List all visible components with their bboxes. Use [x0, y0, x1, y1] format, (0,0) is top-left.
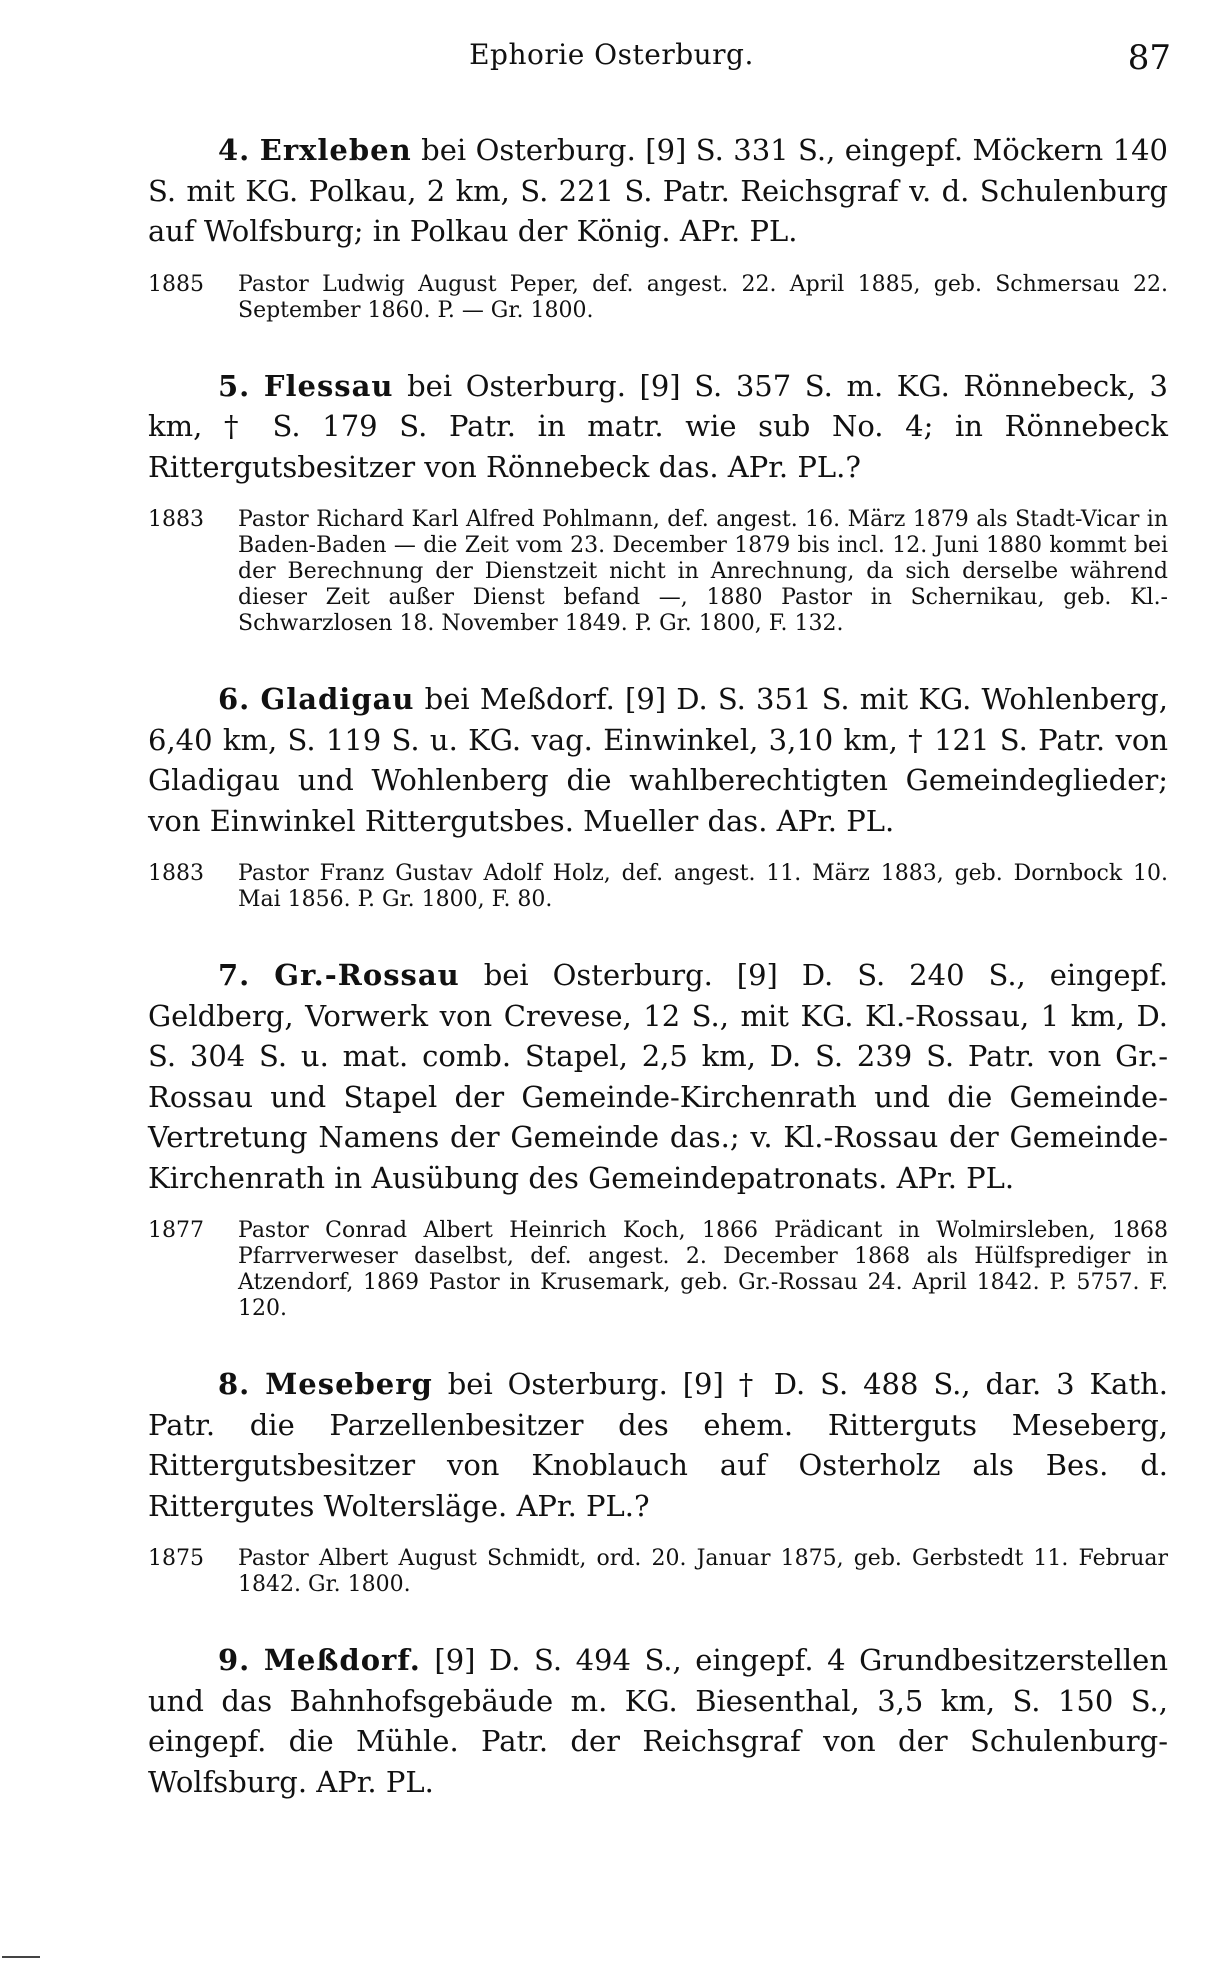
- parish-number: 7.: [218, 958, 251, 992]
- parish-entry: [148, 366, 1168, 638]
- pastor-text: Pastor Franz Gustav Adolf Holz, def. angest. 11. März 1883, geb. Dornbock 10. Mai 1856. P. Gr. 1800, F. 80.: [238, 861, 1168, 912]
- page-header: [0, 38, 1223, 78]
- parish-entry: [148, 130, 1168, 324]
- pastor-text: Pastor Albert August Schmidt, ord. 20. Januar 1875, geb. Gerbstedt 11. Februar 1842. Gr. 1800.: [238, 1546, 1168, 1597]
- parish-description: [148, 1640, 1168, 1802]
- pastor-year: 1885: [148, 271, 204, 297]
- parish-description: [148, 955, 1168, 1198]
- parish-name: Erxleben: [259, 133, 412, 167]
- page-number: 87: [1127, 38, 1171, 78]
- parish-text: bei Osterburg. [9] S. 331 S., eingepf. Möckern 140 S. mit KG. Polkau, 2 km, S. 221 S. Patr. Reichsgraf v. d. Schulenburg auf Wolfsburg; in Polkau der König. APr. PL.: [148, 133, 1169, 248]
- parish-entry: [148, 1364, 1168, 1598]
- margin-mark: [2, 1956, 40, 1958]
- parish-entry: [148, 955, 1168, 1322]
- parish-number: 5.: [218, 368, 251, 403]
- parish-name: Meßdorf.: [263, 1643, 421, 1677]
- pastor-text: Pastor Richard Karl Alfred Pohlmann, def. angest. 16. März 1879 als Stadt-Vicar in Baden-Baden — die Zeit vom 23. December 1879 bis incl. 12. Juni 1880 kommt bei der Berechnung der Dienstzeit nicht in Anrechnung, da sich derselbe während dieser Zeit außer Dienst befand —, 1880 Pastor in Schernikau, geb. Kl.-Schwarzlosen 18. November 1849. P. Gr. 1800, F. 132.: [238, 507, 1168, 636]
- parish-text: bei Osterburg. [9] S. 357 S. m. KG. Rönnebeck, 3 km, † S. 179 S. Patr. in matr. wie sub No. 4; in Rönnebeck Rittergutsbesitzer von Rönnebeck das. APr. PL.?: [148, 368, 1169, 484]
- parish-text: bei Osterburg. [9] † D. S. 488 S., dar. 3 Kath. Patr. die Parzellenbesitzer des ehem. Ritterguts Meseberg, Rittergutsbesitzer von Knoblauch auf Osterholz als Bes. d. Rittergutes Woltersläge. APr. PL.?: [148, 1367, 1169, 1523]
- parish-number: 4.: [218, 133, 251, 167]
- parish-number: 8.: [218, 1367, 251, 1401]
- parish-list: [148, 130, 1168, 1822]
- parish-name: Meseberg: [265, 1367, 433, 1401]
- parish-entry: [148, 1640, 1168, 1802]
- parish-name: Gr.-Rossau: [274, 958, 460, 992]
- pastor-text: Pastor Ludwig August Peper, def. angest. 22. April 1885, geb. Schmersau 22. September 1860. P. — Gr. 1800.: [238, 271, 1168, 323]
- parish-description: [148, 366, 1168, 488]
- pastor-entry: [148, 861, 1168, 913]
- pastor-entry: [148, 272, 1168, 324]
- parish-name: Gladigau: [260, 682, 415, 716]
- pastor-year: 1875: [148, 1546, 204, 1571]
- parish-text: bei Osterburg. [9] D. S. 240 S., eingepf. Geldberg, Vorwerk von Crevese, 12 S., mit KG. Kl.-Rossau, 1 km, D. S. 304 S. u. mat. comb. Stapel, 2,5 km, D. S. 239 S. Patr. von Gr.-Rossau und Stapel der Gemeinde-Kirchenrath und die Gemeinde-Vertretung Namens der Gemeinde das.; v. Kl.-Rossau der Gemeinde-Kirchenrath in Ausübung des Gemeindepatronats. APr. PL.: [148, 958, 1169, 1195]
- parish-name: Flessau: [263, 368, 394, 403]
- parish-description: [148, 130, 1168, 252]
- parish-text: [9] D. S. 494 S., eingepf. 4 Grundbesitzerstellen und das Bahnhofsgebäude m. KG. Biesenthal, 3,5 km, S. 150 S., eingepf. die Mühle. Patr. der Reichsgraf von der Schulenburg-Wolfsburg. APr. PL.: [148, 1643, 1169, 1799]
- parish-number: 9.: [218, 1643, 251, 1677]
- parish-number: 6.: [218, 682, 251, 716]
- pastor-entry: [148, 1546, 1168, 1598]
- parish-description: [148, 679, 1168, 841]
- parish-description: [148, 1364, 1168, 1526]
- pastor-text: Pastor Conrad Albert Heinrich Koch, 1866 Prädicant in Wolmirsleben, 1868 Pfarrverweser daselbst, def. angest. 2. December 1868 als Hülfsprediger in Atzendorf, 1869 Pastor in Krusemark, geb. Gr.-Rossau 24. April 1842. P. 5757. F. 120.: [238, 1218, 1168, 1321]
- pastor-year: 1883: [148, 507, 204, 532]
- pastor-year: 1883: [148, 861, 204, 886]
- pastor-entry: [148, 507, 1168, 637]
- parish-text: bei Meßdorf. [9] D. S. 351 S. mit KG. Wohlenberg, 6,40 km, S. 119 S. u. KG. vag. Einwinkel, 3,10 km, † 121 S. Patr. von Gladigau und Wohlenberg die wahlberechtigten Gemeindeglieder; von Einwinkel Rittergutsbes. Mueller das. APr. PL.: [148, 682, 1169, 838]
- running-title: Ephorie Osterburg.: [469, 38, 754, 71]
- parish-entry: [148, 679, 1168, 913]
- pastor-year: 1877: [148, 1218, 204, 1243]
- pastor-entry: [148, 1218, 1168, 1322]
